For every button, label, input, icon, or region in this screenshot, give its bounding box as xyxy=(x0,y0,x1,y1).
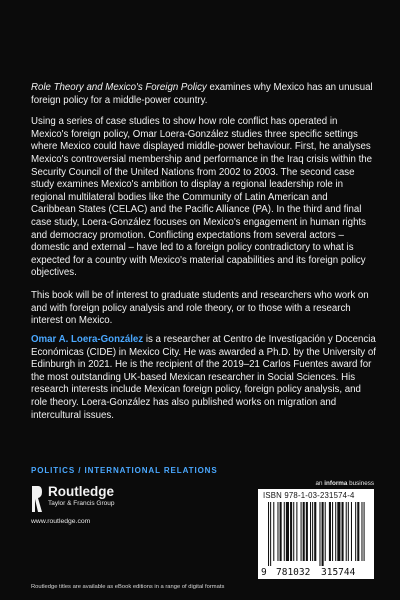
barcode-bar xyxy=(332,502,333,561)
barcode-bar xyxy=(361,502,362,561)
author-bio-text: is a researcher at Centro de Investigación y Docencia Económicas (CIDE) in Mexico City. He was awarded a Ph.D. by the University of Edinburgh in 2021. He is the recipient of the 2019–21 Carlos Fuentes award for the most outstanding UK-based Mexican researcher in Social Sciences. His research interests include Mexican foreign policy, foreign policy analysis, and role theory. Loera-González has also published works on migration and intercultural issues. xyxy=(31,334,376,421)
author-bio xyxy=(31,334,376,422)
barcode-digits: 315744 xyxy=(321,567,356,578)
publisher-logo xyxy=(31,482,191,532)
subject-category: POLITICS / INTERNATIONAL RELATIONS xyxy=(31,466,218,475)
informa-tagline: an informa business xyxy=(315,480,374,487)
book-title: Role Theory and Mexico's Foreign Policy xyxy=(31,82,207,93)
audience-paragraph: This book will be of interest to graduate students and researchers who work on and with foreign policy analysis and role theory, or to those with a research interest on Mexico. xyxy=(31,289,369,327)
isbn-barcode xyxy=(258,489,374,579)
barcode-bar xyxy=(319,502,320,566)
barcode-bar xyxy=(280,502,282,561)
publisher-name: Routledge xyxy=(48,484,114,499)
barcode-bar xyxy=(346,502,347,561)
barcode-bar xyxy=(293,502,294,561)
publisher-group: Taylor & Francis Group xyxy=(48,500,115,507)
author-name: Omar A. Loera-González xyxy=(31,334,144,345)
barcode-bar xyxy=(312,502,313,561)
barcode-digits: 9 xyxy=(261,567,267,578)
barcode-bar xyxy=(314,502,316,561)
barcode-bar xyxy=(310,502,311,561)
barcode-bar xyxy=(325,502,326,561)
intro-paragraph xyxy=(31,82,373,107)
barcode-bar xyxy=(355,502,356,561)
barcode-bar xyxy=(322,502,324,566)
book-description xyxy=(31,82,373,338)
informa-wordmark: informa xyxy=(324,480,348,487)
barcode-bar xyxy=(306,502,308,561)
case-studies-paragraph: Using a series of case studies to show how role conflict has operated in Mexico's foreign policy, Omar Loera-González studies three specific settings where Mexico could have displayed middle-power behaviour. First, he analyses Mexico's controversial membership and performance in the Iraq crisis within the Security Council of the United Nations from 2002 to 2003. The second case study examines Mexico's ambition to display a regional leadership role in regional multilateral bodies like the Community of Latin American and Caribbean States (CELAC) and the Pacific Alliance (PA). In the third and final case study, Loera-González focuses on Mexico's engagement in human rights and democracy promotion. Conflicting expectations from several actors – domestic and external – have led to a foreign policy contradictory to what is expected for a country with Mexico's material capabilities and its foreign policy objectives. xyxy=(31,116,373,279)
barcode-bar xyxy=(357,502,359,561)
barcode-digits: 781032 xyxy=(276,567,311,578)
barcode-bar xyxy=(270,502,271,566)
intro-text: examines why Mexico has an unusual foreign policy for a middle-power country. xyxy=(31,82,373,106)
isbn-text: ISBN 978-1-03-231574-4 xyxy=(263,491,355,500)
barcode-bar xyxy=(335,502,336,561)
barcode-bar xyxy=(329,502,331,561)
barcode-bar xyxy=(277,502,278,561)
barcode-bar xyxy=(290,502,292,561)
barcode-bar xyxy=(273,502,274,561)
barcode-bar xyxy=(364,502,365,561)
barcode-bar xyxy=(296,502,297,561)
barcode-bar xyxy=(342,502,344,561)
ebook-note: Routledge titles are available as eBook editions in a range of digital formats xyxy=(31,584,225,590)
barcode-bar xyxy=(348,502,349,561)
barcode-bar xyxy=(301,502,302,561)
barcode-bar xyxy=(286,502,289,561)
barcode-bar xyxy=(337,502,340,561)
barcode-bar xyxy=(284,502,285,561)
barcode-bar xyxy=(268,502,269,566)
barcode-bar xyxy=(351,502,352,561)
barcode-bar xyxy=(303,502,305,561)
publisher-url: www.routledge.com xyxy=(31,518,91,525)
barcode-graphic xyxy=(258,489,374,579)
routledge-r-icon xyxy=(31,484,43,514)
